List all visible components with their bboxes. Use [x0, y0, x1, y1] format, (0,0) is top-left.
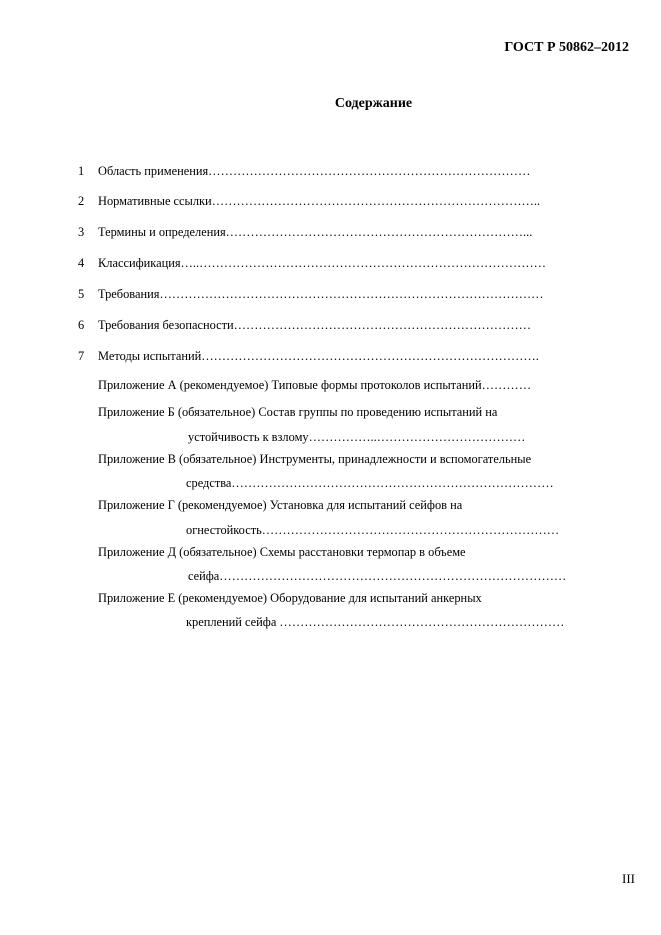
toc-appendix-line: креплений сейфа ……………………………………………………………: [186, 615, 565, 629]
toc-appendix-line: сейфа…………………………………………………………………………: [188, 569, 567, 583]
toc-appendix-line: устойчивость к взлому……………..………………………………: [188, 430, 526, 444]
toc-appendix-line: огнестойкость………………………………………………………………: [186, 523, 560, 537]
toc-appendix-line: Приложение Г (рекомендуемое) Установка для испытаний сейфов на: [98, 498, 463, 512]
toc-entry-text: Область применения……………………………………………………………………: [98, 164, 531, 178]
toc-entry-text: Требования безопасности………………………………………………………………: [98, 318, 532, 332]
toc-appendix-line: Приложение Б (обязательное) Состав группы по проведению испытаний на: [98, 405, 498, 419]
toc-entry-number: 2: [78, 194, 85, 208]
toc-entry-number: 3: [78, 225, 85, 239]
page-number: III: [622, 871, 635, 886]
toc-appendix-line: средства……………………………………………………………………: [186, 476, 554, 490]
toc-appendix-line: Приложение В (обязательное) Инструменты, принадлежности и вспомогательные: [98, 452, 532, 466]
toc-entry-text: Классификация…..…………………………………………………………………………: [98, 256, 547, 270]
toc-entry-text: Методы испытаний……………………………………………………………………….: [98, 349, 539, 363]
toc-entry-text: Требования…………………………………………………………………………………: [98, 287, 544, 301]
document-code-header: ГОСТ Р 50862–2012: [504, 40, 629, 55]
toc-appendix-line: Приложение А (рекомендуемое) Типовые формы протоколов испытаний…………: [98, 378, 532, 392]
toc-entry-number: 5: [78, 287, 85, 301]
toc-appendix-line: Приложение Д (обязательное) Схемы расстановки термопар в объеме: [98, 545, 466, 559]
page-title: Содержание: [334, 96, 413, 111]
toc-entry-number: 7: [78, 349, 85, 363]
toc-entry-text: Термины и определения………………………………………………………………...: [98, 225, 533, 239]
toc-appendix-line: Приложение Е (рекомендуемое) Оборудование для испытаний анкерных: [98, 591, 482, 605]
toc-entry-number: 4: [78, 256, 85, 270]
toc-entry-number: 1: [78, 164, 85, 178]
toc-entry-text: Нормативные ссылки……………………………………………………………………..: [98, 194, 541, 208]
toc-entry-number: 6: [78, 318, 85, 332]
